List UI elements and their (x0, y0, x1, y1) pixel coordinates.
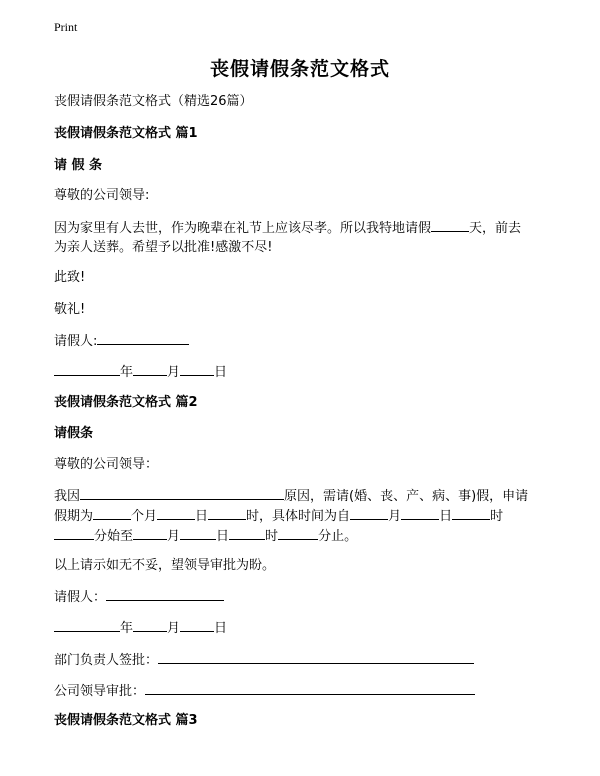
dept-sign-label: 部门负责人签批： (54, 653, 159, 668)
month-label: 月 (167, 365, 181, 380)
dept-sign-blank (158, 650, 474, 664)
print-link[interactable]: Print (54, 20, 78, 34)
year-label: 年 (120, 365, 134, 380)
body-line-2: 为亲人送葬。希望予以批准!感激不尽! (54, 240, 273, 255)
document-subtitle: 丧假请假条范文格式（精选26篇） (54, 94, 253, 109)
month-label: 月 (167, 621, 181, 636)
days-blank (431, 218, 469, 232)
end-day-blank (180, 526, 216, 540)
form-text: 分始至 (94, 529, 134, 544)
applicant-line-2 (54, 587, 224, 608)
form-line-1 (54, 486, 528, 507)
month-blank (133, 618, 167, 632)
section-heading-2: 丧假请假条范文格式 篇2 (54, 395, 198, 410)
year-blank (54, 362, 120, 376)
start-minute-blank (54, 526, 94, 540)
form-text: 假期为 (54, 509, 94, 524)
form-text: 日 (195, 509, 209, 524)
year-blank (54, 618, 120, 632)
date-line-1 (54, 362, 227, 383)
body-text: 因为家里有人去世，作为晚辈在礼节上应该尽孝。所以我特地请假 (54, 221, 432, 236)
company-approve-blank (145, 681, 475, 695)
leave-note-title-2: 请假条 (54, 426, 94, 441)
reason-blank (80, 486, 284, 500)
end-minute-blank (278, 526, 318, 540)
closing-2: 敬礼! (54, 302, 86, 317)
day-label: 日 (214, 621, 228, 636)
end-hour-blank (229, 526, 265, 540)
form-text: 时 (265, 529, 279, 544)
form-text: 月 (167, 529, 181, 544)
day-blank (180, 618, 214, 632)
hours-blank (208, 506, 246, 520)
applicant-blank (97, 331, 189, 345)
form-text: 日 (216, 529, 230, 544)
form-text: 月 (388, 509, 402, 524)
leave-note-title-1: 请 假 条 (54, 158, 103, 173)
form-text: 我因 (54, 489, 81, 504)
form-text: 日 (439, 509, 453, 524)
day-blank (180, 362, 214, 376)
year-label: 年 (120, 621, 134, 636)
form-text: 原因，需请(婚、丧、产、病、事)假，申请 (284, 489, 529, 504)
applicant-blank (106, 587, 224, 601)
form-text: 时 (490, 509, 504, 524)
company-approve-line (54, 681, 475, 702)
date-line-2 (54, 618, 227, 639)
end-month-blank (133, 526, 167, 540)
start-hour-blank (452, 506, 490, 520)
closing-1: 此致! (54, 270, 86, 285)
form-text: 时，具体时间为自 (246, 509, 351, 524)
salutation-1: 尊敬的公司领导: (54, 188, 150, 203)
body-line-1 (54, 218, 521, 239)
applicant-line-1 (54, 331, 189, 352)
months-blank (93, 506, 131, 520)
applicant-label: 请假人： (54, 590, 107, 605)
day-label: 日 (214, 365, 228, 380)
page-title: 丧假请假条范文格式 (209, 58, 390, 80)
form-line-2 (54, 506, 503, 527)
body-text: 天，前去 (469, 221, 522, 236)
form-text: 个月 (131, 509, 158, 524)
company-approve-label: 公司领导审批： (54, 684, 146, 699)
salutation-2: 尊敬的公司领导： (54, 457, 159, 472)
applicant-label: 请假人: (54, 334, 98, 349)
month-blank (133, 362, 167, 376)
start-day-blank (401, 506, 439, 520)
dept-sign-line (54, 650, 474, 671)
start-month-blank (350, 506, 388, 520)
form-text: 分止。 (318, 529, 358, 544)
form-line-3 (54, 526, 357, 547)
request-text: 以上请示如无不妥，望领导审批为盼。 (54, 558, 276, 573)
section-heading-3: 丧假请假条范文格式 篇3 (54, 713, 198, 728)
days-blank (157, 506, 195, 520)
section-heading-1: 丧假请假条范文格式 篇1 (54, 126, 198, 141)
